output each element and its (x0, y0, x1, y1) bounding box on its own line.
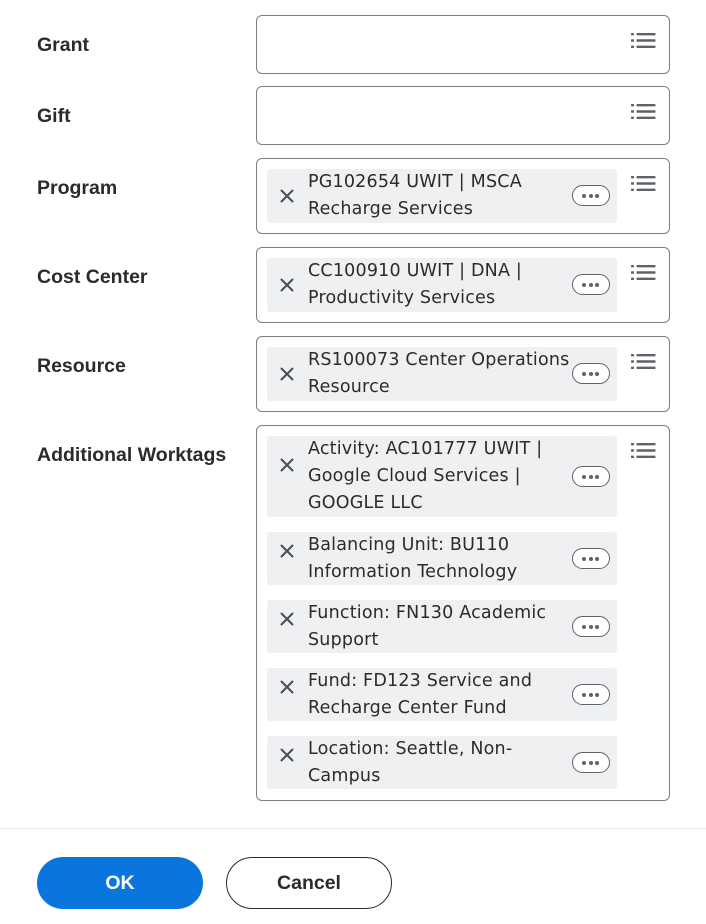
close-icon[interactable] (279, 611, 295, 627)
close-icon[interactable] (279, 188, 295, 204)
cost-center-input[interactable] (256, 247, 670, 323)
tag-text: RS100073 Center Operations Resource (308, 350, 570, 397)
selected-tag (267, 169, 617, 223)
tag-text: Balancing Unit: BU110 Information Technology (308, 535, 518, 582)
program-input[interactable] (256, 158, 670, 234)
related-actions-icon[interactable] (572, 548, 610, 569)
selected-tag (267, 258, 617, 312)
close-icon[interactable] (279, 543, 295, 559)
resource-input[interactable] (256, 336, 670, 412)
tag-text: CC100910 UWIT | DNA | Productivity Services (308, 261, 522, 308)
tag-text: PG102654 UWIT | MSCA Recharge Services (308, 172, 522, 219)
prompt-list-icon[interactable] (631, 264, 657, 284)
cancel-button[interactable]: Cancel (226, 857, 392, 909)
gift-label: Gift (37, 105, 71, 127)
close-icon[interactable] (279, 457, 295, 473)
selected-tag (267, 736, 617, 789)
gift-input[interactable] (256, 86, 670, 145)
selected-tag (267, 600, 617, 653)
close-icon[interactable] (279, 747, 295, 763)
resource-label: Resource (37, 355, 126, 377)
prompt-list-icon[interactable] (631, 103, 657, 123)
selected-tag (267, 532, 617, 585)
close-icon[interactable] (279, 679, 295, 695)
tag-text: Function: FN130 Academic Support (308, 603, 547, 650)
grant-input[interactable] (256, 15, 670, 74)
additional-worktags-input[interactable] (256, 425, 670, 801)
related-actions-icon[interactable] (572, 363, 610, 384)
prompt-list-icon[interactable] (631, 32, 657, 52)
tag-text: Activity: AC101777 UWIT | Google Cloud Services | GOOGLE LLC (308, 439, 543, 513)
related-actions-icon[interactable] (572, 684, 610, 705)
prompt-list-icon[interactable] (631, 353, 657, 373)
prompt-list-icon[interactable] (631, 442, 657, 462)
selected-tag (267, 347, 617, 401)
tag-text: Fund: FD123 Service and Recharge Center Fund (308, 671, 533, 718)
close-icon[interactable] (279, 277, 295, 293)
ok-button[interactable]: OK (37, 857, 203, 909)
related-actions-icon[interactable] (572, 466, 610, 487)
related-actions-icon[interactable] (572, 616, 610, 637)
tag-text: Location: Seattle, Non-Campus (308, 739, 513, 786)
program-label: Program (37, 177, 118, 199)
related-actions-icon[interactable] (572, 185, 610, 206)
selected-tag (267, 436, 617, 517)
footer-divider (0, 828, 706, 829)
selected-tag (267, 668, 617, 721)
additional-worktags-label: Additional Worktags (37, 444, 227, 466)
grant-label: Grant (37, 34, 90, 56)
related-actions-icon[interactable] (572, 752, 610, 773)
cost-center-label: Cost Center (37, 266, 148, 288)
related-actions-icon[interactable] (572, 274, 610, 295)
prompt-list-icon[interactable] (631, 175, 657, 195)
close-icon[interactable] (279, 366, 295, 382)
